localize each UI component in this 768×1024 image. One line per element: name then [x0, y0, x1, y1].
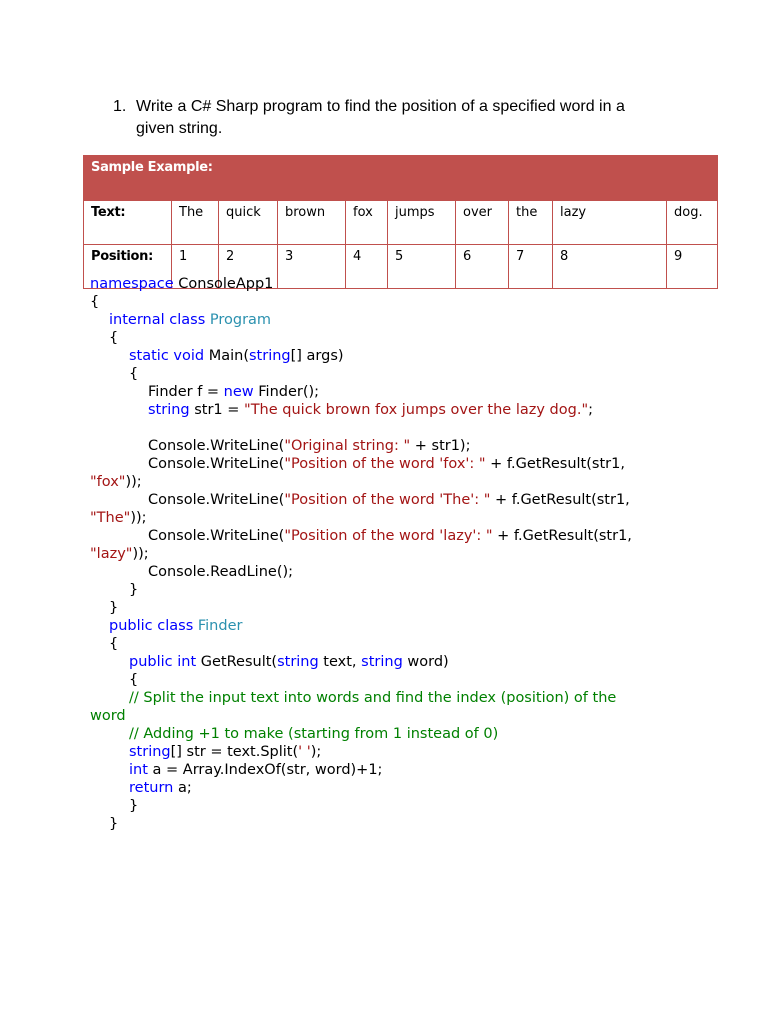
code-line: { — [129, 366, 139, 382]
word-cell: the — [509, 201, 553, 245]
code-comment: // Adding +1 to make (starting from 1 instead of 0) — [129, 726, 499, 742]
code-comment: // Split the input text into words and find the index (position) of the — [129, 690, 617, 706]
word-cell: The — [172, 201, 219, 245]
sample-example-table — [83, 155, 718, 289]
word-cell: brown — [278, 201, 346, 245]
code-line: Finder f = new Finder(); — [148, 384, 320, 400]
word-cell: dog. — [667, 201, 718, 245]
code-line: { — [129, 672, 139, 688]
code-line: int a = Array.IndexOf(str, word)+1; — [129, 762, 383, 778]
position-cell: 1 — [172, 245, 219, 289]
code-line: } — [129, 582, 139, 598]
text-row — [84, 201, 718, 245]
word-cell: fox — [346, 201, 388, 245]
code-block — [90, 275, 710, 833]
code-line: internal class Program — [109, 312, 272, 328]
word-cell: quick — [219, 201, 278, 245]
position-cell: 7 — [509, 245, 553, 289]
word-cell: jumps — [388, 201, 456, 245]
code-line: namespace ConsoleApp1 — [90, 276, 274, 292]
code-line: Console.WriteLine("Original string: " + str1); — [148, 438, 471, 454]
code-line: public int GetResult(string text, string word) — [129, 654, 449, 670]
position-cell: 3 — [278, 245, 346, 289]
code-line: Console.WriteLine("Position of the word 'fox': " + f.GetResult(str1, — [148, 456, 625, 472]
text-label: Text: — [84, 201, 172, 245]
code-line: public class Finder — [109, 618, 243, 634]
position-cell: 9 — [667, 245, 718, 289]
table-header-row — [84, 156, 718, 201]
code-comment: word — [90, 708, 126, 724]
position-cell: 6 — [456, 245, 509, 289]
position-label: Position: — [84, 245, 172, 289]
code-line: { — [90, 294, 100, 310]
code-line: string str1 = "The quick brown fox jumps over the lazy dog."; — [148, 402, 593, 418]
code-line: "lazy")); — [90, 546, 149, 562]
position-cell: 5 — [388, 245, 456, 289]
code-line: } — [129, 798, 139, 814]
question-number: 1. — [113, 98, 127, 115]
code-line: string[] str = text.Split(' '); — [129, 744, 322, 760]
code-line: Console.ReadLine(); — [148, 564, 294, 580]
code-line: { — [109, 330, 119, 346]
position-cell: 8 — [553, 245, 667, 289]
word-cell: lazy — [553, 201, 667, 245]
question-text: Write a C# Sharp program to find the position of a specified word in a given string. — [136, 98, 625, 137]
sample-example-title: Sample Example: — [84, 156, 718, 201]
code-line: "The")); — [90, 510, 147, 526]
code-line: { — [109, 636, 119, 652]
word-cell: over — [456, 201, 509, 245]
code-blank-line — [90, 419, 710, 437]
position-cell: 2 — [219, 245, 278, 289]
code-line: "fox")); — [90, 474, 142, 490]
code-line: static void Main(string[] args) — [129, 348, 344, 364]
code-line: Console.WriteLine("Position of the word 'The': " + f.GetResult(str1, — [148, 492, 630, 508]
code-line: } — [109, 600, 119, 616]
code-line: } — [109, 816, 119, 832]
code-line: return a; — [129, 780, 192, 796]
code-line: Console.WriteLine("Position of the word 'lazy': " + f.GetResult(str1, — [148, 528, 632, 544]
position-cell: 4 — [346, 245, 388, 289]
